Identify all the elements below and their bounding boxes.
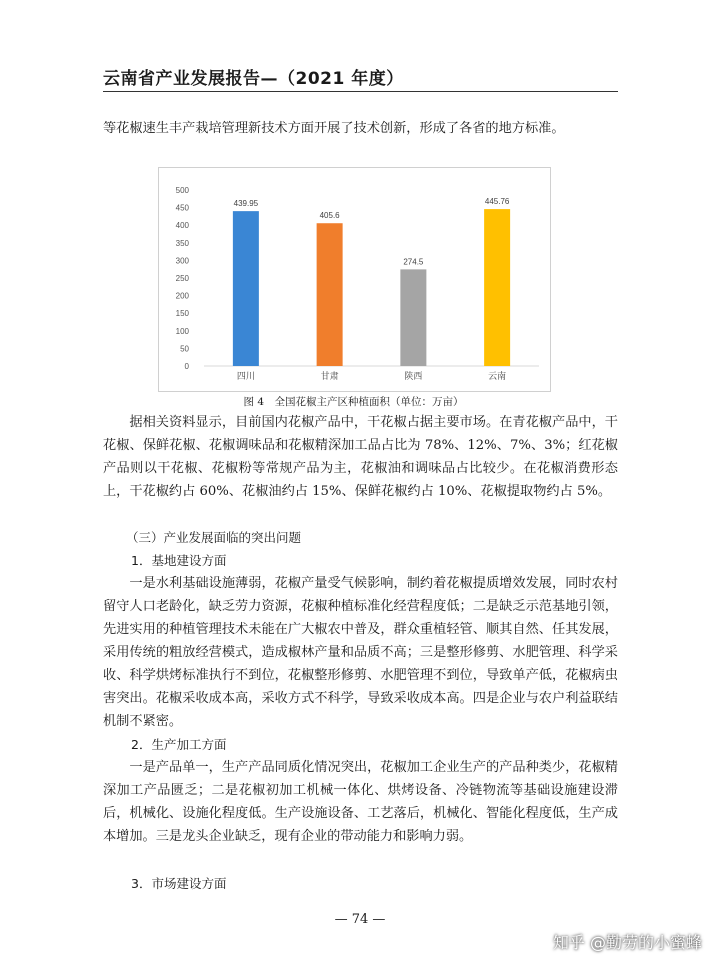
bar xyxy=(400,269,426,366)
y-tick-label: 0 xyxy=(184,362,189,371)
category-label: 陕西 xyxy=(404,372,423,382)
figure-caption: 图 4 全国花椒主产区种植面积（单位：万亩） xyxy=(243,396,464,408)
intro-paragraph: 等花椒速生丰产栽培管理新技术方面开展了技术创新，形成了各省的地方标准。 xyxy=(103,121,565,136)
subsection-2-heading: 2．生产加工方面 xyxy=(131,737,227,752)
subsection-2-text: 一是产品单一，生产产品同质化情况突出，花椒加工企业生产的产品种类少，花椒精深加工产品匮乏；二是花椒初加工机械一体化、烘烤设备、冷链物流等基础设施建设滞后，机械化、设施化程度低。生产设施设备、工艺落后，机械化、智能化程度低，生产成本增加。三是龙头企业缺乏，现有企业的带动能力和影响力弱。 xyxy=(103,760,618,844)
bar xyxy=(233,211,259,366)
category-label: 甘肃 xyxy=(320,372,339,382)
subsection-3-heading: 3．市场建设方面 xyxy=(131,876,227,891)
market-paragraph: 据相关资料显示，目前国内花椒产品中，干花椒占据主要市场。在青花椒产品中，干花椒、保鲜花椒、花椒调味品和花椒精深加工品占比为 78%、12%、7%、3%；红花椒产品则以干花椒、花椒粉等常规产品为主，花椒油和调味品占比较少。在花椒消费形态上，干花椒约占 60%、花椒油约占 15%、保鲜花椒约占 10%、花椒提取物约占 5%。 xyxy=(103,415,618,499)
y-tick-label: 100 xyxy=(175,326,189,336)
category-label: 云南 xyxy=(488,372,507,382)
subsection-1-heading: 1．基地建设方面 xyxy=(131,553,227,568)
data-label: 439.95 xyxy=(233,199,259,209)
bar xyxy=(317,223,343,366)
y-tick-label: 250 xyxy=(175,274,189,283)
y-tick-label: 300 xyxy=(175,256,189,266)
bar xyxy=(484,209,510,366)
y-tick-label: 400 xyxy=(175,221,189,231)
y-tick-label: 200 xyxy=(175,291,189,301)
y-tick-label: 500 xyxy=(175,186,189,195)
subsection-1-text: 一是水利基础设施薄弱，花椒产量受气候影响，制约着花椒提质增效发展，同时农村留守人口老龄化，缺乏劳力资源，花椒种植标准化经营程度低；二是缺乏示范基地引领，先进实用的种植管理技术未能在广大椒农中普及，群众重植轻管、顺其自然、任其发展，采用传统的粗放经营模式，造成椒林产量和品质不高；三是整形修剪、水肥管理、科学采收、科学烘烤标准执行不到位，花椒整形修剪、水肥管理不到位，导致单产低，花椒病虫害突出。花椒采收成本高，采收方式不科学，导致采收成本高。四是企业与农户利益联结机制不紧密。 xyxy=(103,576,618,729)
figure-chart xyxy=(158,167,551,392)
data-label: 274.5 xyxy=(403,257,424,267)
category-label: 四川 xyxy=(236,372,255,382)
data-label: 405.6 xyxy=(319,211,340,221)
bar-chart xyxy=(159,168,550,391)
header-rule xyxy=(103,91,618,92)
data-label: 445.76 xyxy=(484,197,510,207)
y-tick-label: 450 xyxy=(175,203,189,213)
page-number: — 74 — xyxy=(334,912,386,927)
watermark: 知乎 @勤劳的小蜜蜂 xyxy=(552,933,702,952)
section-heading: （三）产业发展面临的突出问题 xyxy=(126,530,302,545)
y-tick-label: 350 xyxy=(175,238,189,248)
y-tick-label: 50 xyxy=(180,344,189,354)
running-header-title: 云南省产业发展报告—（2021 年度） xyxy=(103,69,404,89)
y-tick-label: 150 xyxy=(175,309,189,319)
